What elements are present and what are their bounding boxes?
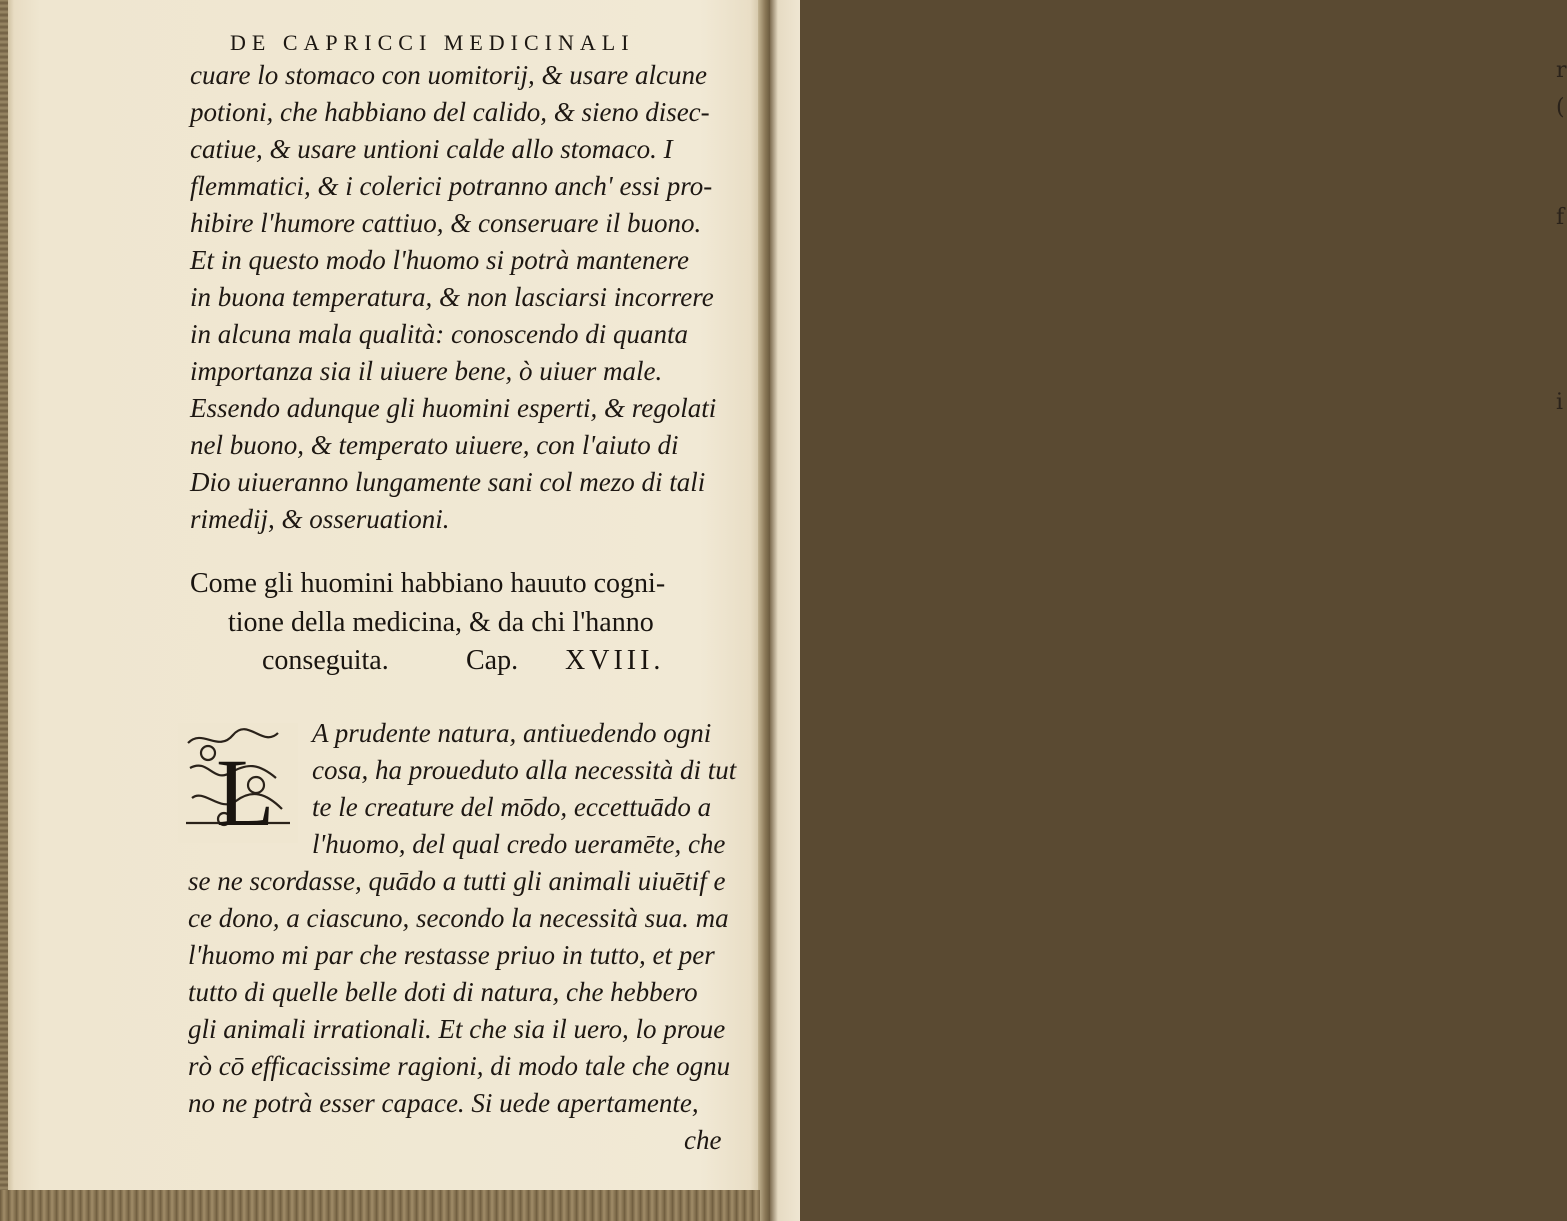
text-line: hibire l'humore cattiuo, & conseruare il buono. (190, 208, 702, 238)
catchword: che (684, 1125, 722, 1155)
text-line: l'huomo mi par che restasse priuo in tutto, et per (188, 940, 715, 970)
running-head: DE CAPRICCI MEDICINALI (230, 30, 635, 55)
text-line: A prudente natura, antiuedendo ogni (312, 718, 712, 748)
text-line: flemmatici, & i colerici potranno anch' essi pro- (190, 171, 713, 201)
heading-line: tione della medicina, & da chi l'hanno (228, 607, 654, 638)
text-line: se ne scordasse, quādo a tutti gli animali uiuētif e (188, 866, 726, 896)
text-line: tutto di quelle belle doti di natura, che hebbero (188, 977, 698, 1007)
text-line: catiue, & usare untioni calde allo stomaco. I (190, 134, 673, 164)
facing-page-fragment: r (1556, 58, 1567, 83)
text-line: gli animali irrationali. Et che sia il uero, lo proue (188, 1014, 726, 1044)
text-line: importanza sia il uiuere bene, ò uiuer male. (190, 356, 663, 386)
left-page-edge (0, 0, 8, 1221)
heading-line: Come gli huomini habbiano hauuto cogni- (190, 568, 666, 599)
text-line: Et in questo modo l'huomo si potrà mantenere (190, 245, 689, 275)
text-line: rimedij, & osseruationi. (190, 504, 450, 534)
text-line: no ne potrà esser capace. Si uede apertamente, (188, 1088, 699, 1118)
text-line: in alcuna mala qualità: conoscendo di quanta (190, 319, 688, 349)
text-line: cosa, ha proueduto alla necessità di tut (312, 755, 737, 785)
decorated-initial-icon (178, 723, 298, 846)
facing-page-edge (770, 0, 1567, 1221)
text-line: potioni, che habbiano del calido, & sieno disec- (190, 97, 710, 127)
text-line: ce dono, a ciascuno, secondo la necessità sua. ma (188, 903, 729, 933)
text-line: Dio uiueranno lungamente sani col mezo di tali (190, 467, 706, 497)
facing-page-fragment: i (1556, 390, 1564, 415)
text-line: te le creature del mōdo, eccettuādo a (312, 792, 712, 822)
chapter-number: XVIII. (565, 645, 665, 676)
facing-page-fragment: f (1556, 205, 1565, 230)
text-line: cuare lo stomaco con uomitorij, & usare alcune (190, 60, 707, 90)
facing-page-fragment: ( (1556, 95, 1565, 120)
text-line: rò cō efficacissime ragioni, di modo tale che ognu (188, 1051, 731, 1081)
bottom-page-edge (0, 1190, 760, 1221)
initial-letter: L (216, 739, 275, 846)
heading-line: conseguita. (262, 645, 389, 676)
chapter-label: Cap. (466, 645, 519, 676)
text-line: nel buono, & temperato uiuere, con l'aiuto di (190, 430, 679, 460)
decorated-initial (178, 723, 298, 846)
text-line: in buona temperatura, & non lasciarsi incorrere (190, 282, 714, 312)
text-line: l'huomo, del qual credo ueramēte, che (312, 829, 726, 859)
text-line: Essendo adunque gli huomini esperti, & regolati (190, 393, 717, 423)
